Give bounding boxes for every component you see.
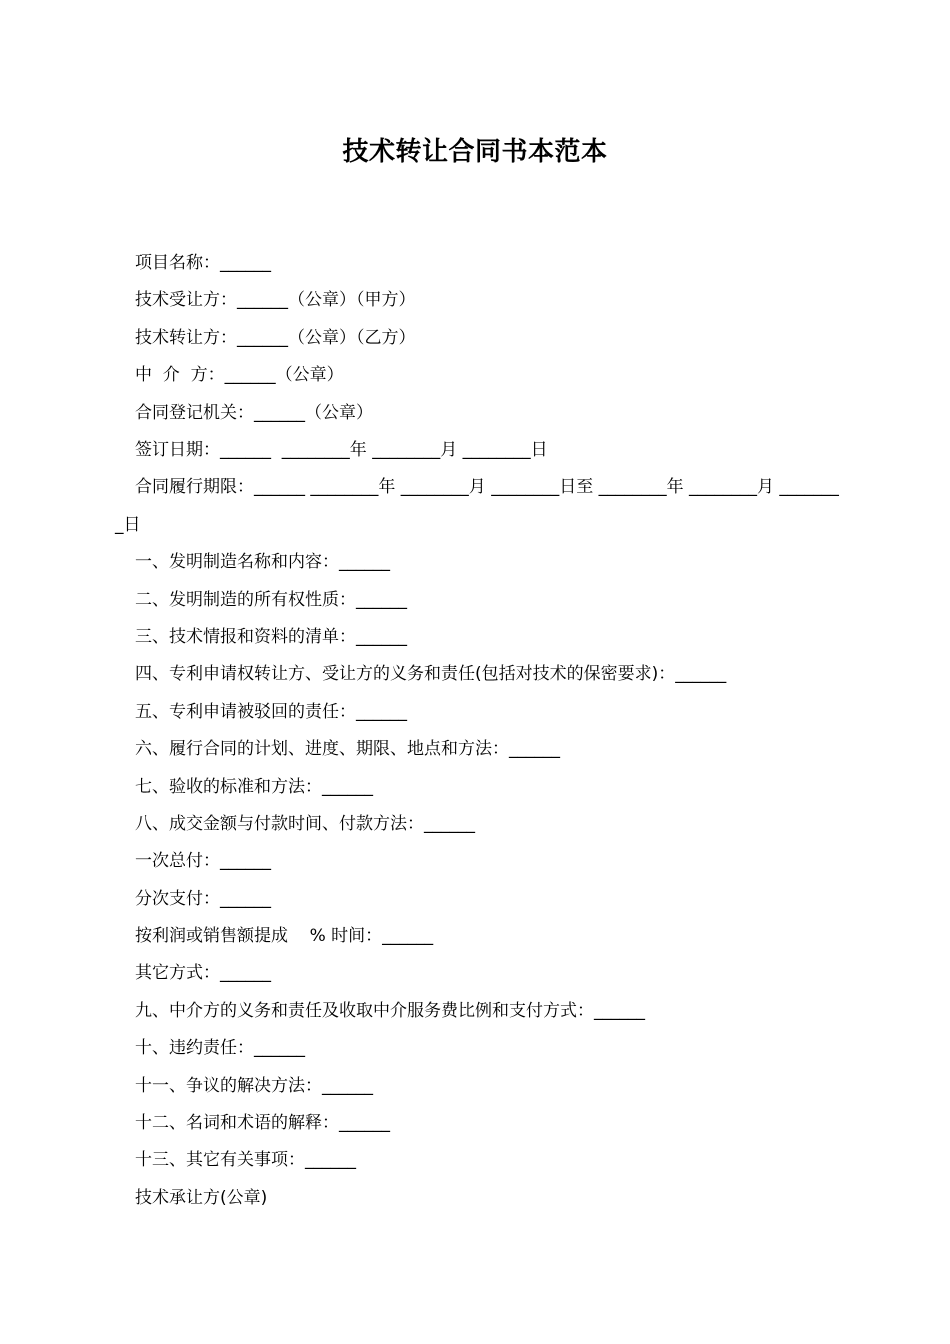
- clause-3: 三、技术情报和资料的清单：______: [135, 626, 407, 647]
- clause-12: 十二、名词和术语的解释：______: [135, 1113, 390, 1134]
- intermediary-line: 中 介 方：______（公章）: [135, 365, 344, 386]
- other-payment-line: 其它方式：______: [135, 963, 271, 984]
- performance-period-line: 合同履行期限：______ ________年 ________月 ________日至 ________年 ________月 ________日: [115, 477, 839, 535]
- lump-sum-payment-line: 一次总付：______: [135, 851, 271, 872]
- clause-5: 五、专利申请被驳回的责任：______: [135, 701, 407, 722]
- signature-line: 技术承让方(公章): [135, 1187, 268, 1208]
- clause-8: 八、成交金额与付款时间、付款方法：______: [135, 813, 475, 834]
- document-title: 技术转让合同书本范本: [342, 137, 608, 167]
- project-name-line: 项目名称：______: [135, 253, 271, 273]
- clause-4: 四、专利申请权转让方、受让方的义务和责任(包括对技术的保密要求)：______: [135, 664, 727, 685]
- clause-13: 十三、其它有关事项：______: [135, 1150, 356, 1171]
- clause-7: 七、验收的标准和方法：______: [135, 776, 373, 797]
- clause-1: 一、发明制造名称和内容：______: [135, 552, 390, 573]
- registration-authority-line: 合同登记机关：______（公章）: [135, 402, 373, 423]
- clause-9: 九、中介方的义务和责任及收取中介服务费比例和支付方式：______: [135, 1000, 645, 1021]
- clause-6: 六、履行合同的计划、进度、期限、地点和方法：______: [135, 739, 560, 760]
- installment-payment-line: 分次支付：______: [135, 888, 271, 909]
- transferee-line: 技术受让方：______（公章）（甲方）: [135, 290, 416, 311]
- signing-date-line: 签订日期：______ ________年 ________月 ________日: [135, 439, 548, 460]
- contract-body: [115, 245, 840, 1217]
- transferor-line: 技术转让方：______（公章）（乙方）: [135, 327, 416, 348]
- royalty-payment-line: 按利润或销售额提成 % 时间：______: [135, 926, 434, 947]
- clause-2: 二、发明制造的所有权性质：______: [135, 589, 407, 610]
- clause-10: 十、违约责任：______: [135, 1038, 305, 1059]
- clause-11: 十一、争议的解决方法：______: [135, 1075, 373, 1096]
